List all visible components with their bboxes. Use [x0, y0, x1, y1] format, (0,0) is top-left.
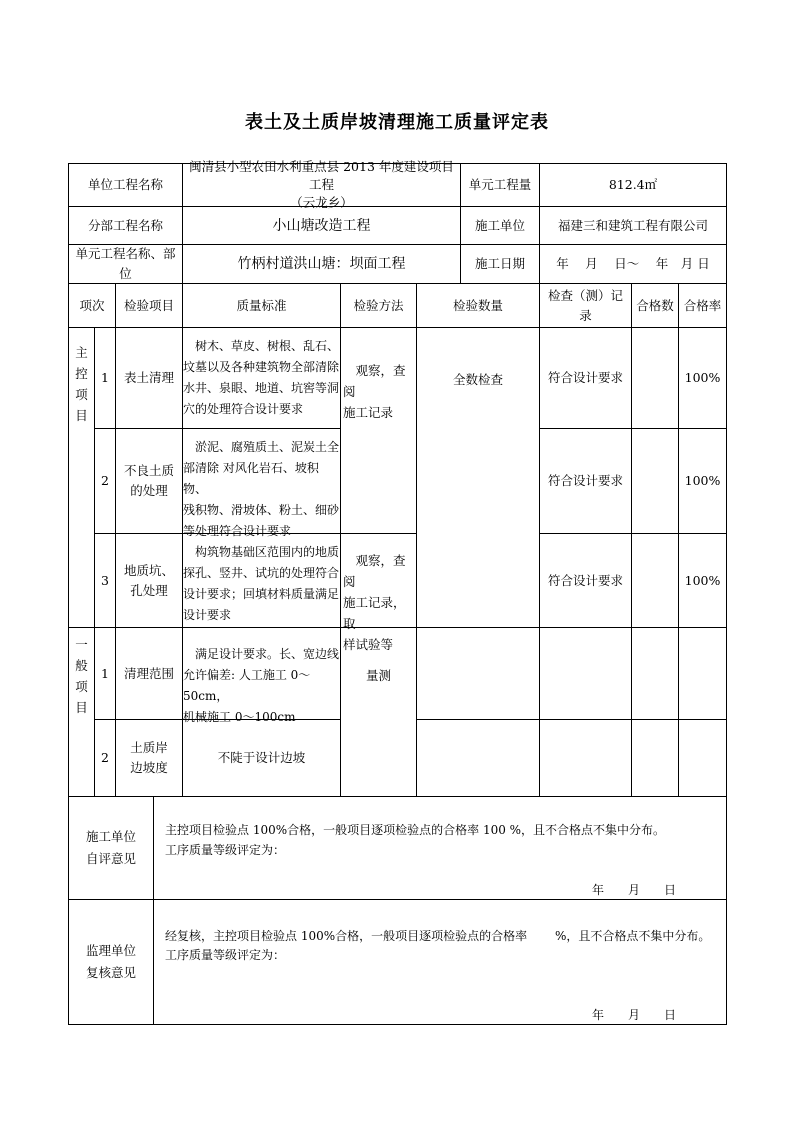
row-2-item: 不良土质 的处理: [115, 428, 183, 534]
row-2-rate: 100%: [678, 428, 727, 534]
unit-project-value: 闽清县小型农田水利重点县 2013 年度建设项目工程 （云龙乡）: [182, 163, 461, 207]
supervision-line2: 工序质量等级评定为：: [165, 948, 286, 962]
row-5-standard: 不陡于设计边坡: [182, 719, 341, 797]
row-4-record: [539, 627, 632, 720]
row-1-standard: 树木、草皮、树根、乱石、 坟墓以及各种建筑物全部清除 水井、泉眼、地道、坑窖等洞 穴的处理符合设计要求: [182, 327, 341, 429]
row-1-pass-count: [631, 327, 679, 429]
row-5-item: 土质岸 边坡度: [115, 719, 183, 797]
method-main-1-2: 观察，查阅 施工记录: [340, 327, 417, 534]
quantity-main: 全数检查: [416, 327, 540, 628]
method-main-3: 观察，查阅 施工记录，取 样试验等: [340, 533, 417, 628]
contractor-value: 福建三和建筑工程有限公司: [539, 206, 727, 245]
supervision-line1: 经复核，主控项目检验点 100%合格，一般项目逐项检验点的合格率 %，且不合格点不集中分布。: [165, 929, 711, 943]
row-5-record: [539, 719, 632, 797]
row-3-standard: 构筑物基础区范围内的地质 探孔、竖井、试坑的处理符合 设计要求；回填材料质量满足 设计要求: [182, 533, 341, 628]
row-2-no: 2: [94, 428, 116, 534]
row-2-pass-count: [631, 428, 679, 534]
element-label: 单元工程名称、部位: [68, 244, 183, 284]
row-3-pass-count: [631, 533, 679, 628]
row-4-no: 1: [94, 627, 116, 720]
row-3-item: 地质坑、 孔处理: [115, 533, 183, 628]
col-header-quantity: 检验数量: [416, 283, 540, 328]
row-1-record: 符合设计要求: [539, 327, 632, 429]
row-2-record: 符合设计要求: [539, 428, 632, 534]
division-value: 小山塘改造工程: [182, 206, 461, 245]
self-eval-date: 年 月 日: [592, 883, 677, 897]
row-5-quantity: [416, 719, 540, 797]
unit-quantity-label: 单元工程量: [460, 163, 540, 207]
self-eval-line1: 主控项目检验点 100%合格，一般项目逐项检验点的合格率 100 %，且不合格点不集中分布。: [165, 823, 666, 837]
element-value: 竹柄村道洪山塘：坝面工程: [182, 244, 461, 284]
row-5-rate: [678, 719, 727, 797]
date-label: 施工日期: [460, 244, 540, 284]
page-title: 表土及土质岸坡清理施工质量评定表: [245, 112, 549, 133]
row-3-no: 3: [94, 533, 116, 628]
row-3-record: 符合设计要求: [539, 533, 632, 628]
supervision-date: 年 月 日: [592, 1008, 677, 1022]
row-1-no-text: 1: [101, 370, 109, 385]
row-2-standard: 淤泥、腐殖质土、泥炭土全 部清除 对风化岩石、坡积物、 残积物、滑坡体、粉土、细砂 等处理符合设计要求: [182, 428, 341, 534]
contractor-label: 施工单位: [460, 206, 540, 245]
group-main-label: 主 控 项 目: [68, 327, 95, 628]
col-header-pass-rate: 合格率: [678, 283, 727, 328]
row-4-quantity: [416, 627, 540, 720]
self-eval-line2: 工序质量等级评定为：: [165, 843, 286, 857]
col-header-record: 检查（测）记录: [539, 283, 632, 328]
method-general: 量测: [340, 627, 417, 797]
col-header-pass-count: 合格数: [631, 283, 679, 328]
row-1-rate: 100%: [678, 327, 727, 429]
self-eval-label: 施工单位 自评意见: [68, 796, 154, 900]
unit-project-label: 单位工程名称: [68, 163, 183, 207]
col-header-method: 检验方法: [340, 283, 417, 328]
row-4-item: 清理范围: [115, 627, 183, 720]
col-header-item: 检验项目: [115, 283, 183, 328]
row-4-pass-count: [631, 627, 679, 720]
row-5-no: 2: [94, 719, 116, 797]
row-4-standard: 满足设计要求。长、宽边线 允许偏差: 人工施工 0～50cm， 机械施工 0～100cm: [182, 627, 341, 720]
col-header-standard: 质量标准: [182, 283, 341, 328]
row-4-rate: [678, 627, 727, 720]
col-header-no: 项次: [68, 283, 116, 328]
row-5-pass-count: [631, 719, 679, 797]
supervision-label: 监理单位 复核意见: [68, 899, 154, 1025]
date-value: 年 月 日～ 年 月 日: [539, 244, 727, 284]
division-label: 分部工程名称: [68, 206, 183, 245]
unit-quantity-value: 812.4㎡: [539, 163, 727, 207]
row-1-no: [94, 327, 116, 429]
row-1-item: 表土清理: [115, 327, 183, 429]
row-3-rate: 100%: [678, 533, 727, 628]
group-general-label: 一 般 项 目: [68, 627, 95, 797]
